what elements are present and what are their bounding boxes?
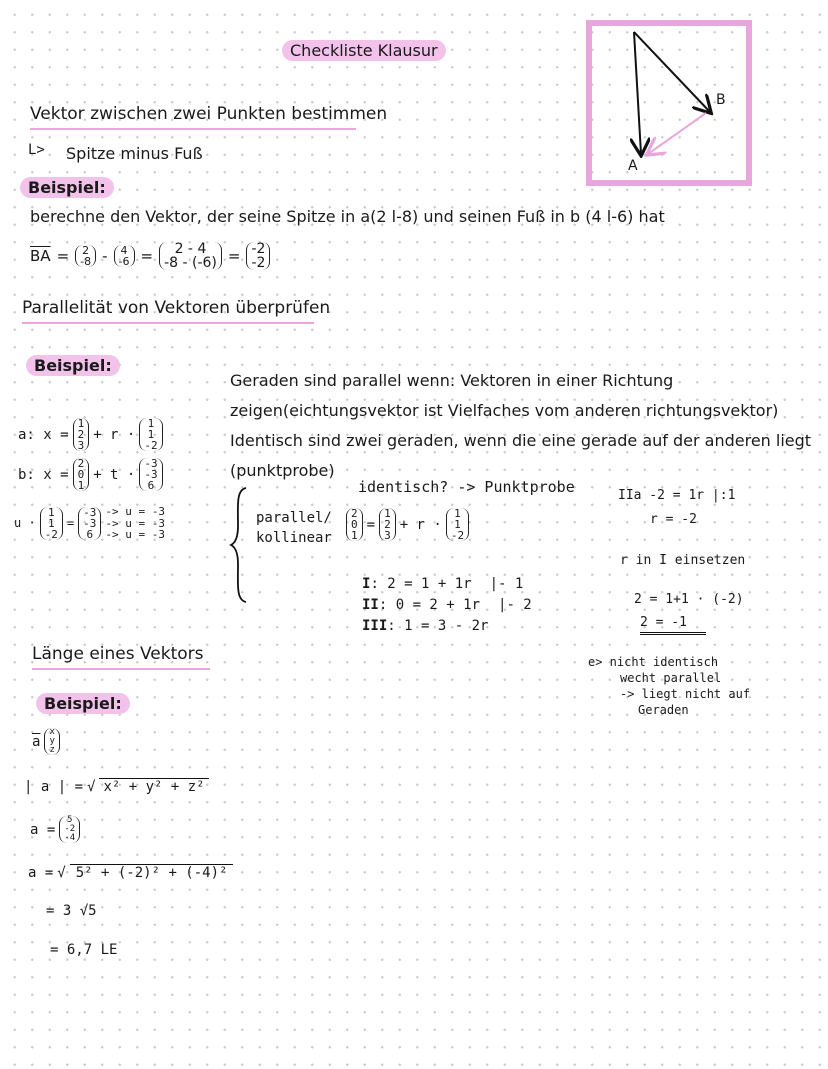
eq-op: |- 2 (498, 597, 532, 613)
parallel-explanation (230, 366, 811, 486)
probe-conclusion-line: e> nicht identisch (588, 655, 719, 669)
cell: 1 (48, 516, 55, 530)
cell: 3 (77, 439, 85, 452)
line-b-prefix: b: x = (18, 466, 69, 483)
eq-body: : 2 = 1 + 1r (370, 576, 472, 592)
arrow-b-to-a (648, 113, 706, 154)
cell: z (49, 745, 55, 755)
eq-label: I (362, 576, 371, 592)
m3-row: 2 - 4 (174, 241, 207, 257)
probe-param: + r · (399, 516, 442, 533)
length-step2: = 3 √5 (46, 903, 97, 919)
formula-radicand: x² + y² + z² (99, 778, 208, 795)
m4-row: -2 (251, 255, 266, 271)
formula-left: | a | = (24, 778, 84, 795)
section2-heading: Parallelität von Vektoren überprüfen (22, 298, 314, 324)
section1-heading: Vektor zwischen zwei Punkten bestimmen (30, 104, 356, 130)
section3-heading: Länge eines Vektors (32, 644, 210, 670)
cell: 1 (454, 518, 461, 531)
cell: 6 (86, 527, 94, 541)
eq-iia: IIa -2 = 1r |:1 (618, 488, 736, 503)
m1-row: -8 (80, 255, 92, 268)
curly-brace (230, 486, 252, 604)
m2-row: 4 (120, 244, 128, 257)
cell: -2 (144, 439, 158, 452)
substitute-calc: 2 = 1+1 · (-2) (634, 592, 744, 607)
cell: 1 (454, 507, 461, 520)
cell: 3 (384, 529, 391, 542)
length-formula: | a | = √ x² + y² + z² (24, 778, 209, 795)
step1-radicand: 5² + (-2)² + (-4)² (70, 864, 234, 881)
diagram-label-b: B (716, 92, 726, 108)
cell: 1 (384, 507, 391, 520)
cell: -2 (450, 529, 465, 542)
diagram-label-a: A (628, 158, 638, 174)
line-b-param: + t · (93, 466, 136, 483)
probe-conclusion-line: -> liegt nicht auf (620, 687, 751, 701)
parallel-conclusion (256, 508, 332, 548)
line-b (18, 458, 163, 491)
cell: 2 (77, 428, 85, 441)
mult-prefix: u · (14, 516, 36, 531)
mult-result: -> u = -3 (105, 516, 166, 530)
cell: -3 (83, 505, 97, 519)
vector-definition (32, 728, 60, 755)
cell: 2 (384, 518, 391, 531)
multiplier-check: u · 1 1 -2 = -3 -3 6 -> u = -3 -> u = -3 -> u = -3 (14, 505, 166, 542)
probe-conclusion-line: wecht parallel (620, 671, 722, 685)
length-step1: a = √ 5² + (-2)² + (-4)² (28, 864, 233, 881)
cell: 1 (77, 479, 85, 492)
mult-result: -> u = -3 (105, 528, 166, 542)
cell: -3 (144, 457, 158, 470)
vec-example-name: a = (30, 821, 56, 838)
explanation-line: (punktprobe) (230, 461, 335, 480)
cell: -2 (64, 824, 76, 834)
equation-system (362, 574, 532, 637)
explanation-line: zeigen(eichtungsvektor ist Vielfaches vom anderen richtungsvektor) (230, 401, 779, 420)
cell: -3 (83, 516, 97, 530)
cell: 6 (147, 479, 155, 492)
cell: 0 (351, 518, 358, 531)
cell: 2 (77, 457, 85, 470)
vector-ba-name: $\overline{BA}$ (30, 247, 51, 265)
line-a-param: + r · (93, 426, 136, 443)
equation-row (362, 574, 532, 595)
cell: y (49, 736, 55, 746)
m3-row: -8 - (-6) (164, 255, 217, 271)
cell: 1 (147, 428, 155, 441)
line-a (18, 418, 163, 451)
eq-op: |- 1 (489, 576, 524, 592)
equation-row (362, 595, 532, 616)
point-probe: 2 0 1 = 1 2 3 + r · 1 1 -2 (346, 508, 469, 541)
equation-row (362, 616, 532, 637)
conclusion-line: kollinear (256, 530, 332, 546)
identical-question: identisch? -> Punktprobe (358, 478, 575, 496)
m1-row: 2 (82, 244, 90, 257)
section3-example-label: Beispiel: (36, 693, 130, 714)
cell: 1 (147, 417, 155, 430)
arrow-to-a (634, 32, 641, 154)
section1-calculation: $\overline{BA}$ = 2 -8 - 4 -6 = 2 - 4 -8 - (-6) = -2 -2 (30, 242, 270, 270)
eq-body: : 1 = 3 - 2r (387, 618, 489, 634)
vector-diagram (586, 20, 752, 186)
line-a-prefix: a: x = (18, 426, 69, 443)
cell: 1 (48, 505, 55, 519)
cell: 1 (351, 529, 358, 542)
mult-result: -> u = -3 (105, 505, 166, 518)
m2-row: -6 (118, 255, 130, 268)
section2-example-label: Beispiel: (26, 355, 120, 376)
vector-example (30, 816, 80, 843)
length-step3: = 6,7 LE (50, 942, 118, 958)
cell: -4 (64, 833, 76, 843)
r-value: r = -2 (650, 512, 697, 527)
eq-body: : 0 = 2 + 1r (378, 597, 481, 613)
step1-left: a = (28, 864, 54, 881)
m4-row: -2 (251, 241, 266, 257)
page-title: Checkliste Klausur (282, 40, 446, 61)
cell: 2 (351, 507, 358, 520)
arrow-glyph: L> (28, 142, 45, 158)
conclusion-line: parallel/ (256, 510, 332, 526)
section1-example-label: Beispiel: (20, 177, 114, 198)
arrow-to-b (634, 32, 710, 112)
substitute-text: r in I einsetzen (620, 553, 746, 568)
contradiction-result: 2 = -1 (640, 615, 706, 635)
cell: 5 (67, 815, 73, 825)
rule-text: Spitze minus Fuß (66, 144, 203, 163)
cell: -2 (44, 527, 58, 541)
section1-task: berechne den Vektor, der seine Spitze in a(2 l-8) und seinen Fuß in b (4 l-6) hat (30, 207, 665, 226)
cell: 0 (77, 468, 85, 481)
cell: x (49, 727, 55, 737)
probe-conclusion (588, 654, 750, 718)
vec-name: $\overline{a}$ (32, 733, 41, 750)
probe-conclusion-line: Geraden (638, 703, 689, 717)
cell: 1 (77, 417, 85, 430)
explanation-line: Identisch sind zwei geraden, wenn die eine gerade auf der anderen liegt (230, 431, 812, 450)
eq-label: III (362, 618, 388, 634)
explanation-line: Geraden sind parallel wenn: Vektoren in einer Richtung (230, 371, 674, 390)
eq-label: II (362, 597, 379, 613)
cell: -3 (144, 468, 158, 481)
